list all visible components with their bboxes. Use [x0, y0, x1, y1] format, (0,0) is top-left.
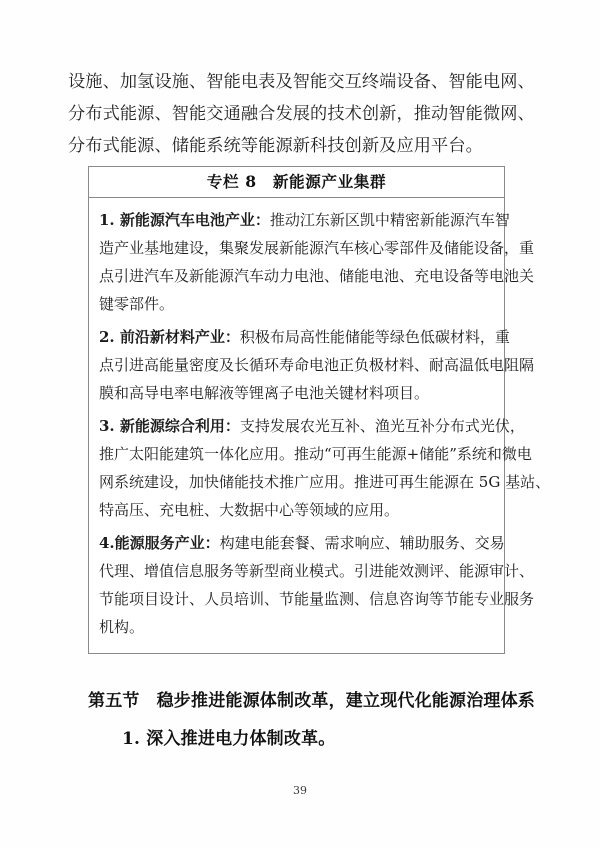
- callout-item-lead: 2. 前沿新材料产业：: [99, 328, 240, 346]
- callout-item-line: 点引进高能量密度及长循环寿命电池正负极材料、耐高温低电阻隔: [99, 356, 535, 374]
- callout-item-line: 推广太阳能建筑一体化应用。推动“可再生能源+储能”系统和微电: [99, 445, 532, 463]
- callout-item-first-line: [99, 529, 505, 557]
- callout-item-lead: 3. 新能源综合利用：: [99, 417, 240, 435]
- callout-item-text: 推动江东新区凯中精密新能源汽车智: [269, 211, 510, 229]
- callout-item-line: 代理、增值信息服务等新型商业模式。引进能效测评、能源审计、: [99, 562, 535, 580]
- callout-item-text: 支持发展农光互补、渔光互补分布式光伏，: [239, 417, 525, 435]
- callout-item-text: 积极布局高性能储能等绿色低碳材料，重: [239, 328, 510, 346]
- top-paragraph: [68, 66, 534, 162]
- callout-item: [99, 206, 535, 318]
- page-number: 39: [293, 784, 307, 797]
- callout-box: [88, 166, 551, 654]
- callout-item-line: 机构。: [99, 618, 145, 636]
- callout-body: [89, 198, 551, 653]
- section-title: 稳步推进能源体制改革，建立现代化能源治理体系: [156, 691, 536, 711]
- callout-item-lead: 1. 新能源汽车电池产业：: [99, 211, 270, 229]
- callout-item-line: 膜和高导电率电解液等锂离子电池关键材料项目。: [99, 384, 430, 402]
- callout-item-line: 特高压、充电桩、大数据中心等领域的应用。: [99, 501, 400, 519]
- callout-item-line: 节能项目设计、人员培训、节能量监测、信息咨询等节能专业服务: [99, 590, 535, 608]
- callout-item-line: 键零部件。: [99, 295, 175, 313]
- callout-item-text: 构建电能套餐、需求响应、辅助服务、交易: [219, 534, 505, 552]
- callout-item-line: 点引进汽车及新能源汽车动力电池、储能电池、充电设备等电池关: [99, 267, 535, 285]
- subsection-heading: 1. 深入推进电力体制改革。: [122, 729, 336, 749]
- callout-item-first-line: [99, 323, 510, 351]
- callout-item-line: 网系统建设，加快储能技术推广应用。推进可再生能源在 5G 基站、: [99, 473, 551, 491]
- section-heading: [88, 686, 536, 716]
- paragraph-line: 分布式能源、储能系统等能源新科技创新及应用平台。: [68, 136, 483, 156]
- paragraph-line: 分布式能源、智能交通融合发展的技术创新，推动智能微网、: [68, 104, 535, 124]
- paragraph-line: 设施、加氢设施、智能电表及智能交互终端设备、智能电网、: [68, 72, 535, 92]
- callout-item: [99, 529, 535, 641]
- callout-item-lead: 4.能源服务产业：: [99, 534, 220, 552]
- callout-item: [99, 412, 551, 524]
- callout-title: 专栏 8 新能源产业集群: [89, 167, 504, 198]
- callout-item-line: 造产业基地建设，集聚发展新能源汽车核心零部件及储能设备，重: [99, 239, 535, 257]
- callout-item-first-line: [99, 412, 525, 440]
- callout-item: [99, 323, 535, 407]
- callout-item-first-line: [99, 206, 510, 234]
- section-number: 第五节: [88, 691, 140, 711]
